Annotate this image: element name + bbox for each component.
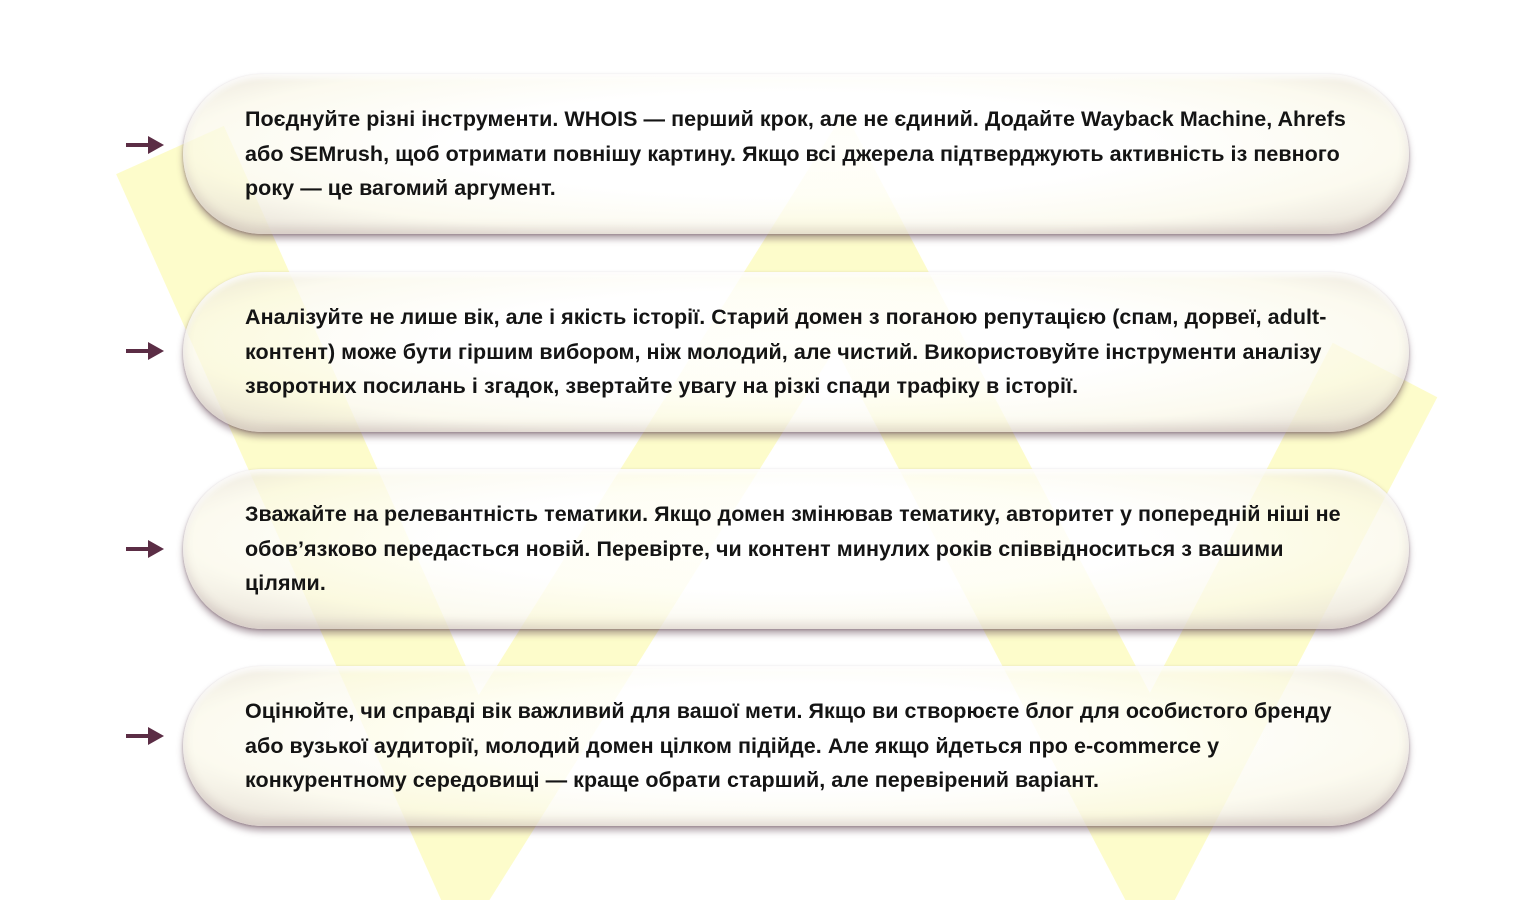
arrow-right-icon (124, 132, 166, 158)
tip-card (183, 272, 1409, 432)
tip-text: Поєднуйте різні інструменти. WHOIS — перший крок, але не єдиний. Додайте Wayback Machine, Ahrefs або SEMrush, щоб отримати повнішу картину. Якщо всі джерела підтверджують активність із певного року — це вагомий аргумент. (245, 107, 1346, 201)
list-item (0, 469, 1534, 631)
tip-card (183, 74, 1409, 234)
list-item (0, 272, 1534, 434)
list-item (0, 74, 1534, 236)
tip-text: Аналізуйте не лише вік, але і якість історії. Старий домен з поганою репутацією (спам, дорвеї, adult-контент) може бути гіршим вибором, ніж молодий, але чистий. Використовуйте інструменти аналізу зворотних посилань і згадок, звертайте увагу на різкі спади трафіку в історії. (245, 305, 1327, 399)
tip-text: Оцінюйте, чи справді вік важливий для вашої мети. Якщо ви створюєте блог для особистого бренду або вузької аудиторії, молодий домен цілком підійде. Але якщо йдеться про e-commerce у конкурентному середовищі — краще обрати старший, але перевірений варіант. (245, 699, 1332, 793)
arrow-right-icon (124, 536, 166, 562)
tip-card (183, 469, 1409, 629)
tip-card (183, 666, 1409, 826)
list-item (0, 666, 1534, 828)
arrow-right-icon (124, 338, 166, 364)
tip-text: Зважайте на релевантність тематики. Якщо домен змінював тематику, авторитет у попередній ніші не обов’язково передасться новій. Перевірте, чи контент минулих років співвідноситься з вашими цілями. (245, 502, 1341, 596)
arrow-right-icon (124, 723, 166, 749)
